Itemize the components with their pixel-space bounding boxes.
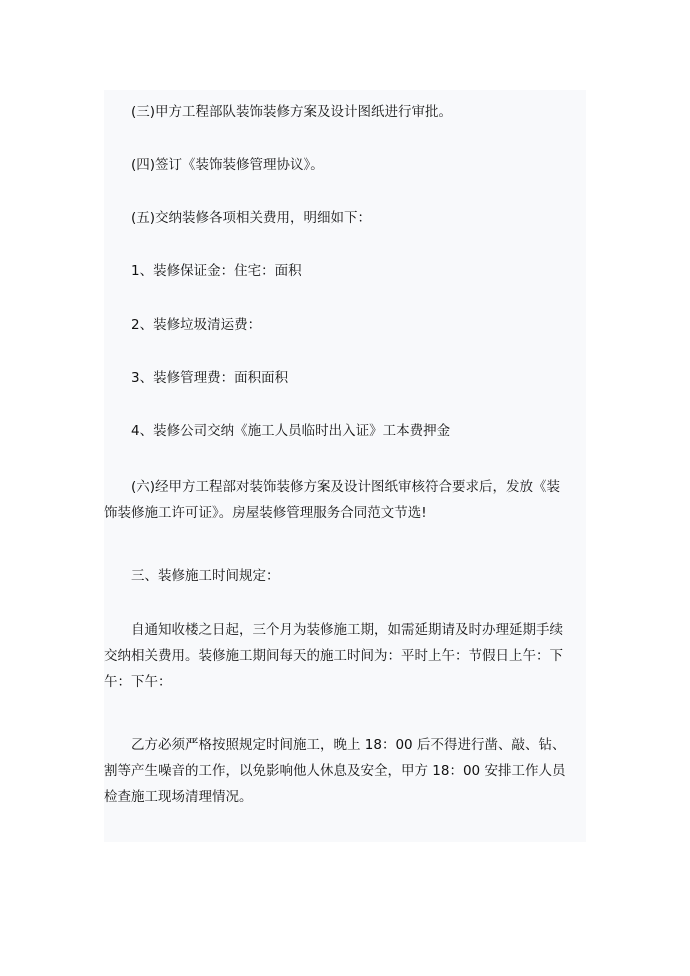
paragraph-line: (六)经甲方工程部对装饰装修方案及设计图纸审核符合要求后，发放《装 (131, 479, 561, 495)
section-heading-construction-time (104, 563, 586, 589)
paragraph-management-fee (104, 365, 586, 391)
paragraph-pass-deposit (104, 418, 586, 444)
document-body (104, 90, 586, 842)
paragraph-line: 检查施工现场清理情况。 (104, 789, 253, 805)
paragraph-line: 三、装修施工时间规定： (131, 568, 280, 584)
paragraph-pay-fees (104, 205, 586, 231)
paragraph-review-plan (104, 99, 586, 125)
paragraph-line: 自通知收楼之日起，三个月为装修施工期，如需延期请及时办理延期手续 (131, 622, 563, 638)
paragraph-line: (三)甲方工程部队装饰装修方案及设计图纸进行审批。 (131, 104, 453, 120)
paragraph-line: 乙方必须严格按照规定时间施工，晚上 18：00 后不得进行凿、敲、钻、 (131, 737, 566, 753)
paragraph-line: 1、装修保证金：住宅：面积 (131, 263, 302, 279)
paragraph-noise-rules (104, 732, 586, 810)
paragraph-line: 2、装修垃圾清运费： (131, 317, 262, 333)
paragraph-line: 午：下午： (104, 674, 172, 690)
paragraph-line: (五)交纳装修各项相关费用，明细如下： (131, 210, 372, 226)
paragraph-waste-fee (104, 312, 586, 338)
paragraph-line: (四)签订《装饰装修管理协议》。 (131, 157, 324, 173)
paragraph-construction-period (104, 617, 586, 695)
paragraph-issue-permit (104, 474, 586, 526)
paragraph-deposit (104, 258, 586, 284)
paragraph-line: 交纳相关费用。装修施工期间每天的施工时间为：平时上午：节假日上午：下 (104, 648, 563, 664)
paragraph-line: 4、装修公司交纳《施工人员临时出入证》工本费押金 (131, 423, 451, 439)
paragraph-line: 3、装修管理费：面积面积 (131, 370, 289, 386)
paragraph-line: 割等产生噪音的工作，以免影响他人休息及安全，甲方 18：00 安排工作人员 (104, 763, 566, 779)
paragraph-line: 饰装修施工许可证》。房屋装修管理服务合同范文节选! (104, 505, 427, 521)
paragraph-sign-agreement (104, 152, 586, 178)
